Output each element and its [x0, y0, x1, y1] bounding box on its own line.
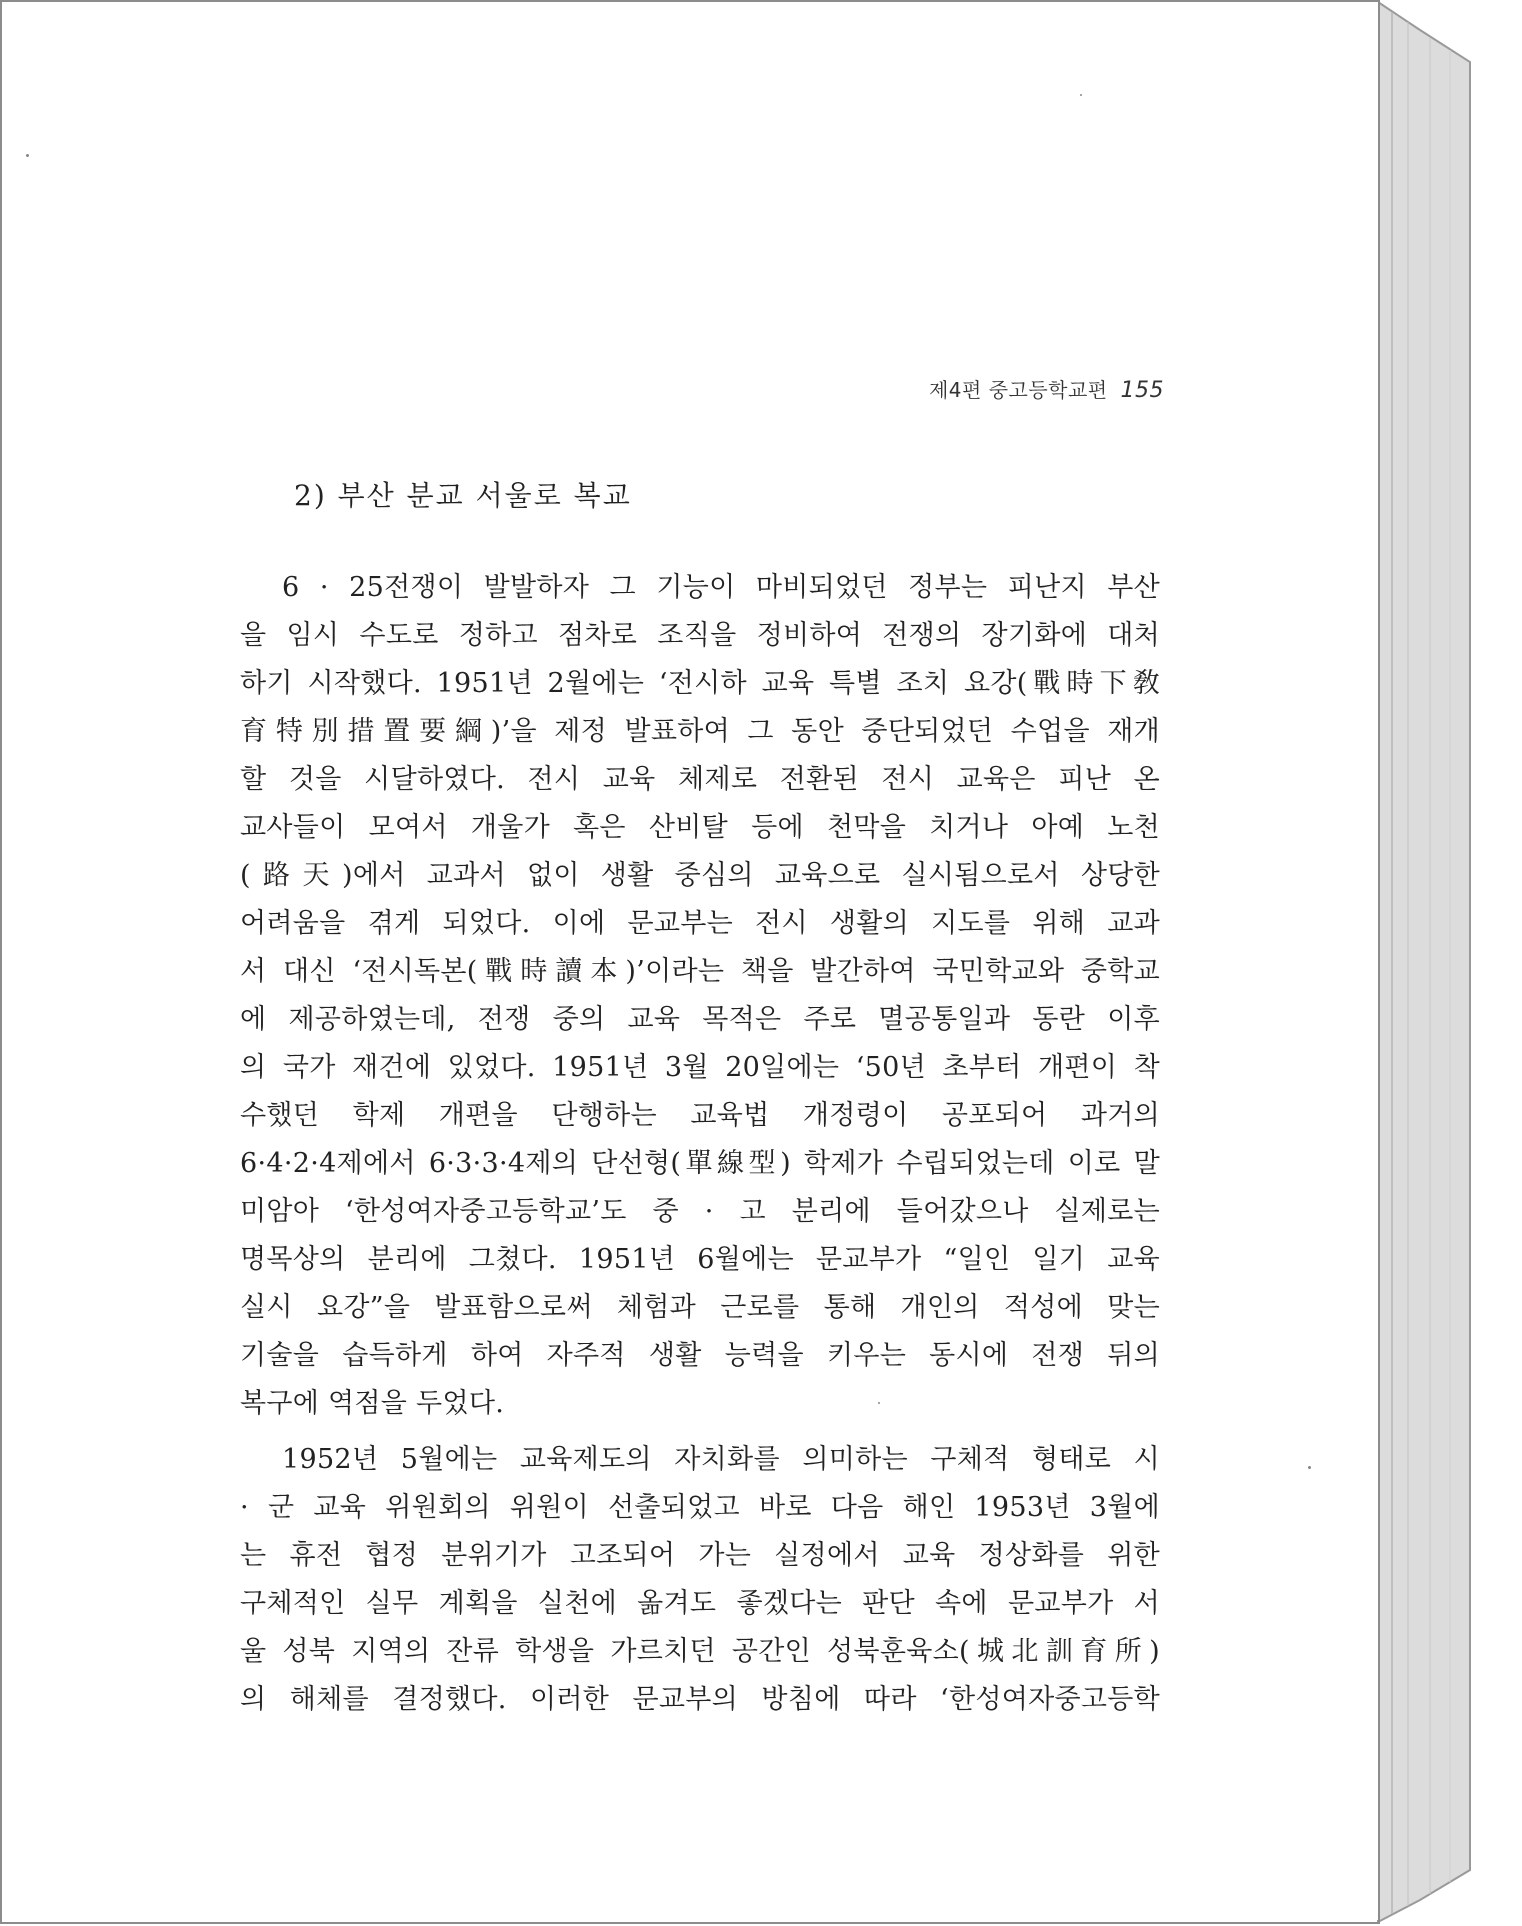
text-line: 을 임시 수도로 정하고 점차로 조직을 정비하여 전쟁의 장기화에 대처 — [240, 620, 1160, 651]
text-line: 울 성북 지역의 잔류 학생을 가르치던 공간인 성북훈육소(城北訓育所) — [240, 1636, 1160, 1667]
text-line: 실시 요강”을 발표함으로써 체험과 근로를 통해 개인의 적성에 맞는 — [240, 1292, 1160, 1323]
text-line: 미암아 ‘한성여자중고등학교’도 중 · 고 분리에 들어갔으나 실제로는 — [240, 1196, 1160, 1227]
text-line: 에 제공하였는데, 전쟁 중의 교육 목적은 주로 멸공통일과 동란 이후 — [240, 1004, 1160, 1035]
text-line: 할 것을 시달하였다. 전시 교육 체제로 전환된 전시 교육은 피난 온 — [240, 764, 1160, 795]
text-line: 育特別措置要綱)’을 제정 발표하여 그 동안 중단되었던 수업을 재개 — [240, 716, 1160, 747]
text-line: 6 · 25전쟁이 발발하자 그 기능이 마비되었던 정부는 피난지 부산 — [282, 572, 1160, 603]
text-line: 서 대신 ‘전시독본(戰時讀本)’이라는 책을 발간하여 국민학교와 중학교 — [240, 956, 1160, 987]
text-line: (路天)에서 교과서 없이 생활 중심의 교육으로 실시됨으로서 상당한 — [240, 860, 1160, 891]
text-line: 기술을 습득하게 하여 자주적 생활 능력을 키우는 동시에 전쟁 뒤의 — [240, 1340, 1160, 1371]
running-head-title: 제4편 중고등학교편 — [928, 378, 1108, 402]
text-line: 하기 시작했다. 1951년 2월에는 ‘전시하 교육 특별 조치 요강(戰時下敎 — [240, 668, 1160, 699]
text-line: 명목상의 분리에 그쳤다. 1951년 6월에는 문교부가 “일인 일기 교육 — [240, 1244, 1160, 1275]
text-line: 어려움을 겪게 되었다. 이에 문교부는 전시 생활의 지도를 위해 교과 — [240, 908, 1160, 939]
text-line: 구체적인 실무 계획을 실천에 옮겨도 좋겠다는 판단 속에 문교부가 서 — [240, 1588, 1160, 1619]
text-line: · 군 교육 위원회의 위원이 선출되었고 바로 다음 해인 1953년 3월에 — [240, 1492, 1160, 1523]
body-text — [240, 564, 1160, 1724]
text-line: 의 해체를 결정했다. 이러한 문교부의 방침에 따라 ‘한성여자중고등학 — [240, 1684, 1160, 1715]
paragraph — [240, 1436, 1160, 1724]
text-line: 복구에 역점을 두었다. — [240, 1388, 505, 1419]
scan-speck — [1080, 94, 1082, 96]
text-line: 6·4·2·4제에서 6·3·3·4제의 단선형(單線型) 학제가 수립되었는데 이로 말 — [240, 1148, 1160, 1179]
text-line: 수했던 학제 개편을 단행하는 교육법 개정령이 공포되어 과거의 — [240, 1100, 1160, 1131]
text-line: 교사들이 모여서 개울가 혹은 산비탈 등에 천막을 치거나 아예 노천 — [240, 812, 1160, 843]
section-heading: 2) 부산 분교 서울로 복교 — [294, 479, 632, 512]
running-head — [929, 374, 1164, 403]
scan-speck — [26, 154, 29, 157]
document-page — [2, 2, 1378, 1920]
text-line: 1952년 5월에는 교육제도의 자치화를 의미하는 구체적 형태로 시 — [282, 1444, 1160, 1475]
text-line: 는 휴전 협정 분위기가 고조되어 가는 실정에서 교육 정상화를 위한 — [240, 1540, 1160, 1571]
text-line: 의 국가 재건에 있었다. 1951년 3월 20일에는 ‘50년 초부터 개편이 착 — [240, 1052, 1160, 1083]
paragraph-gap — [240, 1428, 1160, 1436]
page-number: 155 — [1120, 378, 1164, 403]
scan-speck — [1308, 1466, 1311, 1469]
paragraph — [240, 564, 1160, 1428]
